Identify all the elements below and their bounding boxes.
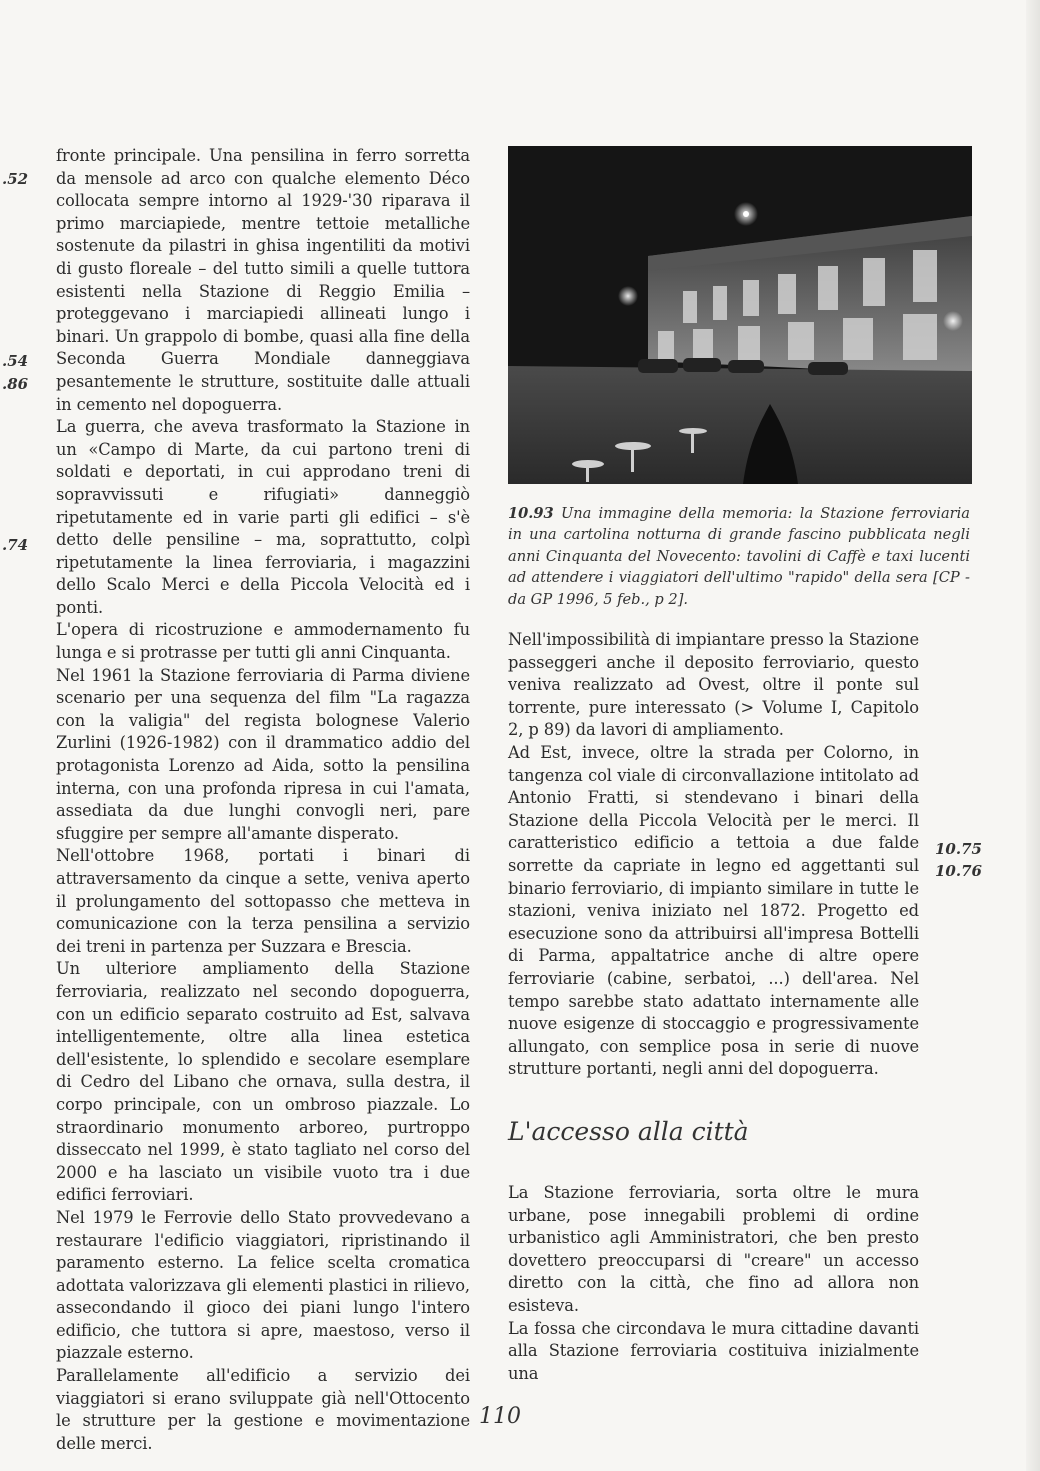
section-title: L'accesso alla città bbox=[508, 1117, 749, 1146]
paragraph: Parallelamente all'edificio a servizio dei viaggiatori si erano sviluppate già nell'Ottocento le strutture per la gestione e movimentazione delle merci. bbox=[56, 1366, 470, 1453]
caption-number: 10.93 bbox=[508, 505, 554, 522]
left-text-column bbox=[56, 145, 470, 1455]
paragraph: Nel 1979 le Ferrovie dello Stato provvedevano a restaurare l'edificio viaggiatori, ripristinando il paramento esterno. La felice scelta cromatica adottata valorizzava gli elementi plastici in rilievo, assecondando il gioco dei piani lungo l'intero edificio, che tuttora si apre, maestoso, verso il piazzale esterno. bbox=[56, 1207, 470, 1363]
paragraph: L'opera di ricostruzione e ammodernamento fu lunga e si protrasse per tutti gli anni Cinquanta. bbox=[56, 620, 470, 663]
paragraph: La fossa che circondava le mura cittadine davanti alla Stazione ferroviaria costituiva inizialmente una bbox=[508, 1318, 919, 1383]
photo-caption bbox=[508, 503, 970, 610]
paragraph: Nell'impossibilità di impiantare presso la Stazione passeggeri anche il deposito ferroviario, questo veniva realizzato ad Ovest, oltre il ponte sul torrente, pure interessato (> Volume I, Capitolo 2, p 89) da lavori di ampliamento. bbox=[508, 630, 919, 740]
paragraph: Nell'ottobre 1968, portati i binari di attraversamento da cinque a sette, veniva aperto il prolungamento del sottopasso che metteva in comunicazione con la terza pensilina a servizio dei treni in partenza per Suzzara e Brescia. bbox=[56, 846, 470, 956]
section-text bbox=[508, 1182, 919, 1385]
paragraph: Ad Est, invece, oltre la strada per Colorno, in tangenza col viale di circonvallazione intitolato ad Antonio Fratti, si stendevano i binari della Stazione della Piccola Velocità per le merci. Il caratteristico edificio a tettoia a due falde sorrette da capriate in legno ed aggettanti sul binario ferroviario, di impianto similare in tutte le stazioni, veniva iniziato nel 1872. Progetto ed esecuzione sono da attribuirsi all'impresa Bottelli di Parma, appaltatrice anche di altre opere ferroviarie (cabine, serbatoi, ...) dell'area. Nel tempo sarebbe stato adattato internamente alle nuove esigenze di stoccaggio e progressivamente allungato, con semplice posa in serie di nuove strutture portanti, negli anni del dopoguerra. bbox=[508, 742, 919, 1079]
right-text-column bbox=[508, 629, 919, 1081]
page-edge bbox=[1026, 0, 1040, 1471]
page-number: 110 bbox=[479, 1404, 521, 1429]
station-night-photo bbox=[508, 146, 972, 484]
margin-ref: .52 bbox=[2, 170, 29, 188]
margin-ref: .74 bbox=[2, 536, 29, 554]
margin-ref: 10.76 bbox=[935, 862, 982, 880]
paragraph: Nel 1961 la Stazione ferroviaria di Parma diviene scenario per una sequenza del film "La ragazza con la valigia" del regista bolognese Valerio Zurlini (1926-1982) con il drammatico addio del protagonista Lorenzo ad Aida, sotto la pensilina interna, con una profonda ripresa in cui l'amata, assediata da due lunghi convogli neri, pare sfuggire per sempre all'amante disperato. bbox=[56, 665, 470, 843]
paragraph: La Stazione ferroviaria, sorta oltre le mura urbane, pose innegabili problemi di ordine urbanistico agli Amministratori, che ben presto dovettero preoccuparsi di "creare" un accesso diretto con la città, che fino ad allora non esisteva. bbox=[508, 1183, 919, 1315]
margin-ref: .86 bbox=[2, 375, 29, 393]
caption-text: Una immagine della memoria: la Stazione ferroviaria in una cartolina notturna di grande fascino pubblicata negli anni Cinquanta del Novecento: tavolini di Caffè e taxi lucenti ad attendere i viaggiatori dell'ultimo "rapido" della sera [CP - da GP 1996, 5 feb., p 2]. bbox=[508, 505, 970, 608]
margin-ref: .54 bbox=[2, 352, 29, 370]
paragraph: La guerra, che aveva trasformato la Stazione in un «Campo di Marte, da cui partono treni di soldati e deportati, in cui approdano treni di sopravvissuti e rifugiati» danneggiò ripetutamente ed in varie parti gli edifici – s'è detto delle pensiline – ma, soprattutto, colpì ripetutamente la linea ferroviaria, i magazzini dello Scalo Merci e della Piccola Velocità ed i ponti. bbox=[56, 417, 470, 617]
paragraph: fronte principale. Una pensilina in ferro sorretta da mensole ad arco con qualche elemento Déco collocata sempre intorno al 1929-'30 riparava il primo marciapiede, mentre tettoie metalliche sostenute da pilastri in ghisa ingentiliti da motivi di gusto floreale – del tutto simili a quelle tuttora esistenti nella Stazione di Reggio Emilia – proteggevano i marciapiedi allineati lungo i binari. Un grappolo di bombe, quasi alla fine della Seconda Guerra Mondiale danneggiava pesantemente le strutture, sostituite dalle attuali in cemento nel dopoguerra. bbox=[56, 146, 470, 414]
paragraph: Un ulteriore ampliamento della Stazione ferroviaria, realizzato nel secondo dopoguerra, con un edificio separato costruito ad Est, salvava intelligentemente, oltre alla linea estetica dell'esistente, lo splendido e secolare esemplare di Cedro del Libano che ornava, sulla destra, il corpo principale, con un ombroso piazzale. Lo straordinario monumento arboreo, purtroppo disseccato nel 1999, è stato tagliato nel corso del 2000 e ha lasciato un visibile vuoto tra i due edifici ferroviari. bbox=[56, 959, 470, 1205]
margin-ref: 10.75 bbox=[935, 840, 982, 858]
